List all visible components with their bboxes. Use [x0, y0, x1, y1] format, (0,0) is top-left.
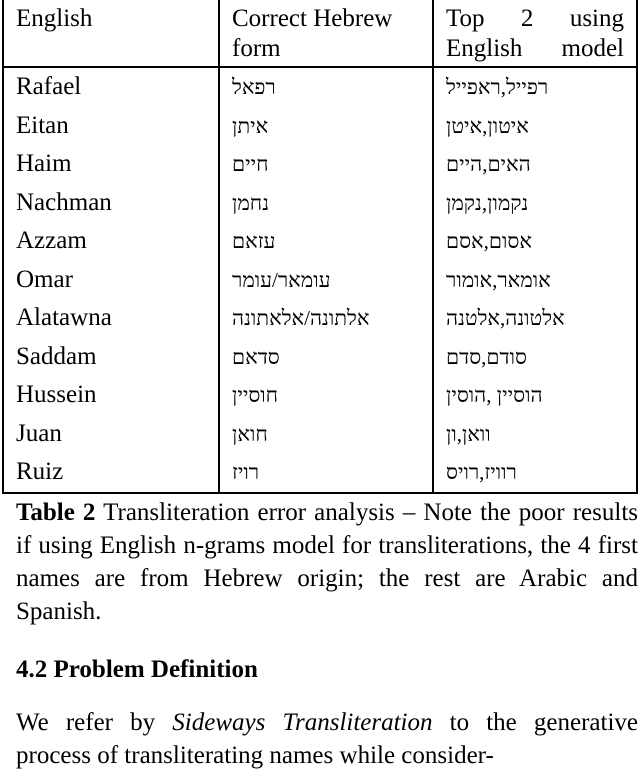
english-name: Hussein — [3, 376, 219, 415]
correct-hebrew — [219, 67, 433, 107]
table-caption — [16, 496, 638, 628]
top2-hebrew — [433, 184, 637, 223]
correct-hebrew — [219, 338, 433, 377]
top2-hebrew — [433, 376, 637, 415]
header-top2: Top 2 using English model — [433, 0, 637, 67]
table-row — [3, 67, 637, 107]
top2-hebrew-text: אלטונה,אלטנה — [446, 306, 565, 330]
table-body — [3, 67, 637, 493]
table-row — [3, 376, 637, 415]
correct-hebrew-text: איתן — [232, 113, 269, 138]
correct-hebrew-text: חוסיין — [232, 383, 279, 407]
correct-hebrew-text: עומאר/עומר — [232, 267, 331, 292]
correct-hebrew — [219, 299, 433, 338]
top2-hebrew — [433, 145, 637, 184]
top2-hebrew — [433, 415, 637, 454]
header-english: English — [3, 0, 219, 67]
correct-hebrew-text: חיים — [232, 152, 269, 176]
top2-hebrew-text: אומאר,אומור — [446, 267, 551, 292]
correct-hebrew-text: סדאם — [232, 344, 280, 369]
top2-hebrew-text: אסום,אסם — [446, 229, 532, 253]
top2-hebrew — [433, 338, 637, 377]
top2-hebrew-text: איטון,איטן — [446, 113, 529, 138]
correct-hebrew — [219, 145, 433, 184]
english-name: Azzam — [3, 222, 219, 261]
english-name: Ruiz — [3, 453, 219, 493]
top2-hebrew-text: רוויז,רויס — [446, 460, 517, 484]
section-heading: 4.2 Problem Definition — [16, 656, 258, 683]
correct-hebrew-text: אלתונה/אלאתונה — [232, 306, 370, 330]
top2-hebrew-text: האים,היים — [446, 152, 531, 176]
english-name: Saddam — [3, 338, 219, 377]
correct-hebrew-text: עזאם — [232, 229, 276, 253]
table-row — [3, 261, 637, 300]
correct-hebrew-text: רפאל — [232, 75, 276, 99]
table-row — [3, 453, 637, 493]
caption-label: Table 2 — [16, 499, 96, 526]
table-row — [3, 299, 637, 338]
english-name: Nachman — [3, 184, 219, 223]
top2-hebrew — [433, 261, 637, 300]
table-row — [3, 415, 637, 454]
top2-hebrew — [433, 67, 637, 107]
correct-hebrew — [219, 107, 433, 146]
correct-hebrew-text: חואן — [232, 421, 268, 446]
top2-hebrew-text: נקמון,נקמן — [446, 190, 529, 215]
english-name: Rafael — [3, 67, 219, 107]
top2-hebrew — [433, 107, 637, 146]
english-name: Juan — [3, 415, 219, 454]
table-row — [3, 145, 637, 184]
top2-hebrew-text: סודם,סדם — [446, 344, 527, 369]
correct-hebrew — [219, 376, 433, 415]
caption-text: Transliteration error analysis – Note the poor results if using English n-grams model for transliterations, the 4 first names are from Hebrew origin; the rest are Arabic and Spanish. — [16, 499, 638, 625]
english-name: Haim — [3, 145, 219, 184]
table-row — [3, 184, 637, 223]
para-text: to the generative process of transliterating names while consider- — [16, 709, 638, 769]
header-correct-hebrew: Correct Hebrew form — [219, 0, 433, 67]
body-paragraph — [16, 706, 638, 772]
correct-hebrew-text: נחמן — [232, 190, 270, 215]
english-name: Eitan — [3, 107, 219, 146]
correct-hebrew — [219, 261, 433, 300]
correct-hebrew — [219, 184, 433, 223]
top2-hebrew — [433, 222, 637, 261]
top2-hebrew — [433, 299, 637, 338]
correct-hebrew-text: רויז — [232, 460, 260, 484]
para-text: We refer by — [16, 709, 173, 736]
correct-hebrew — [219, 453, 433, 493]
english-name: Alatawna — [3, 299, 219, 338]
top2-hebrew-text: רפייל,ראפייל — [446, 75, 549, 99]
correct-hebrew — [219, 222, 433, 261]
english-name: Omar — [3, 261, 219, 300]
correct-hebrew — [219, 415, 433, 454]
top2-hebrew-text: הוסיין ,הוסין — [446, 383, 543, 407]
top2-hebrew-text: וואן,ון — [446, 421, 491, 446]
table-row — [3, 107, 637, 146]
transliteration-table — [2, 0, 638, 494]
table-row — [3, 338, 637, 377]
para-italic-term: Sideways Transliteration — [172, 709, 433, 736]
top2-hebrew — [433, 453, 637, 493]
table-row — [3, 222, 637, 261]
